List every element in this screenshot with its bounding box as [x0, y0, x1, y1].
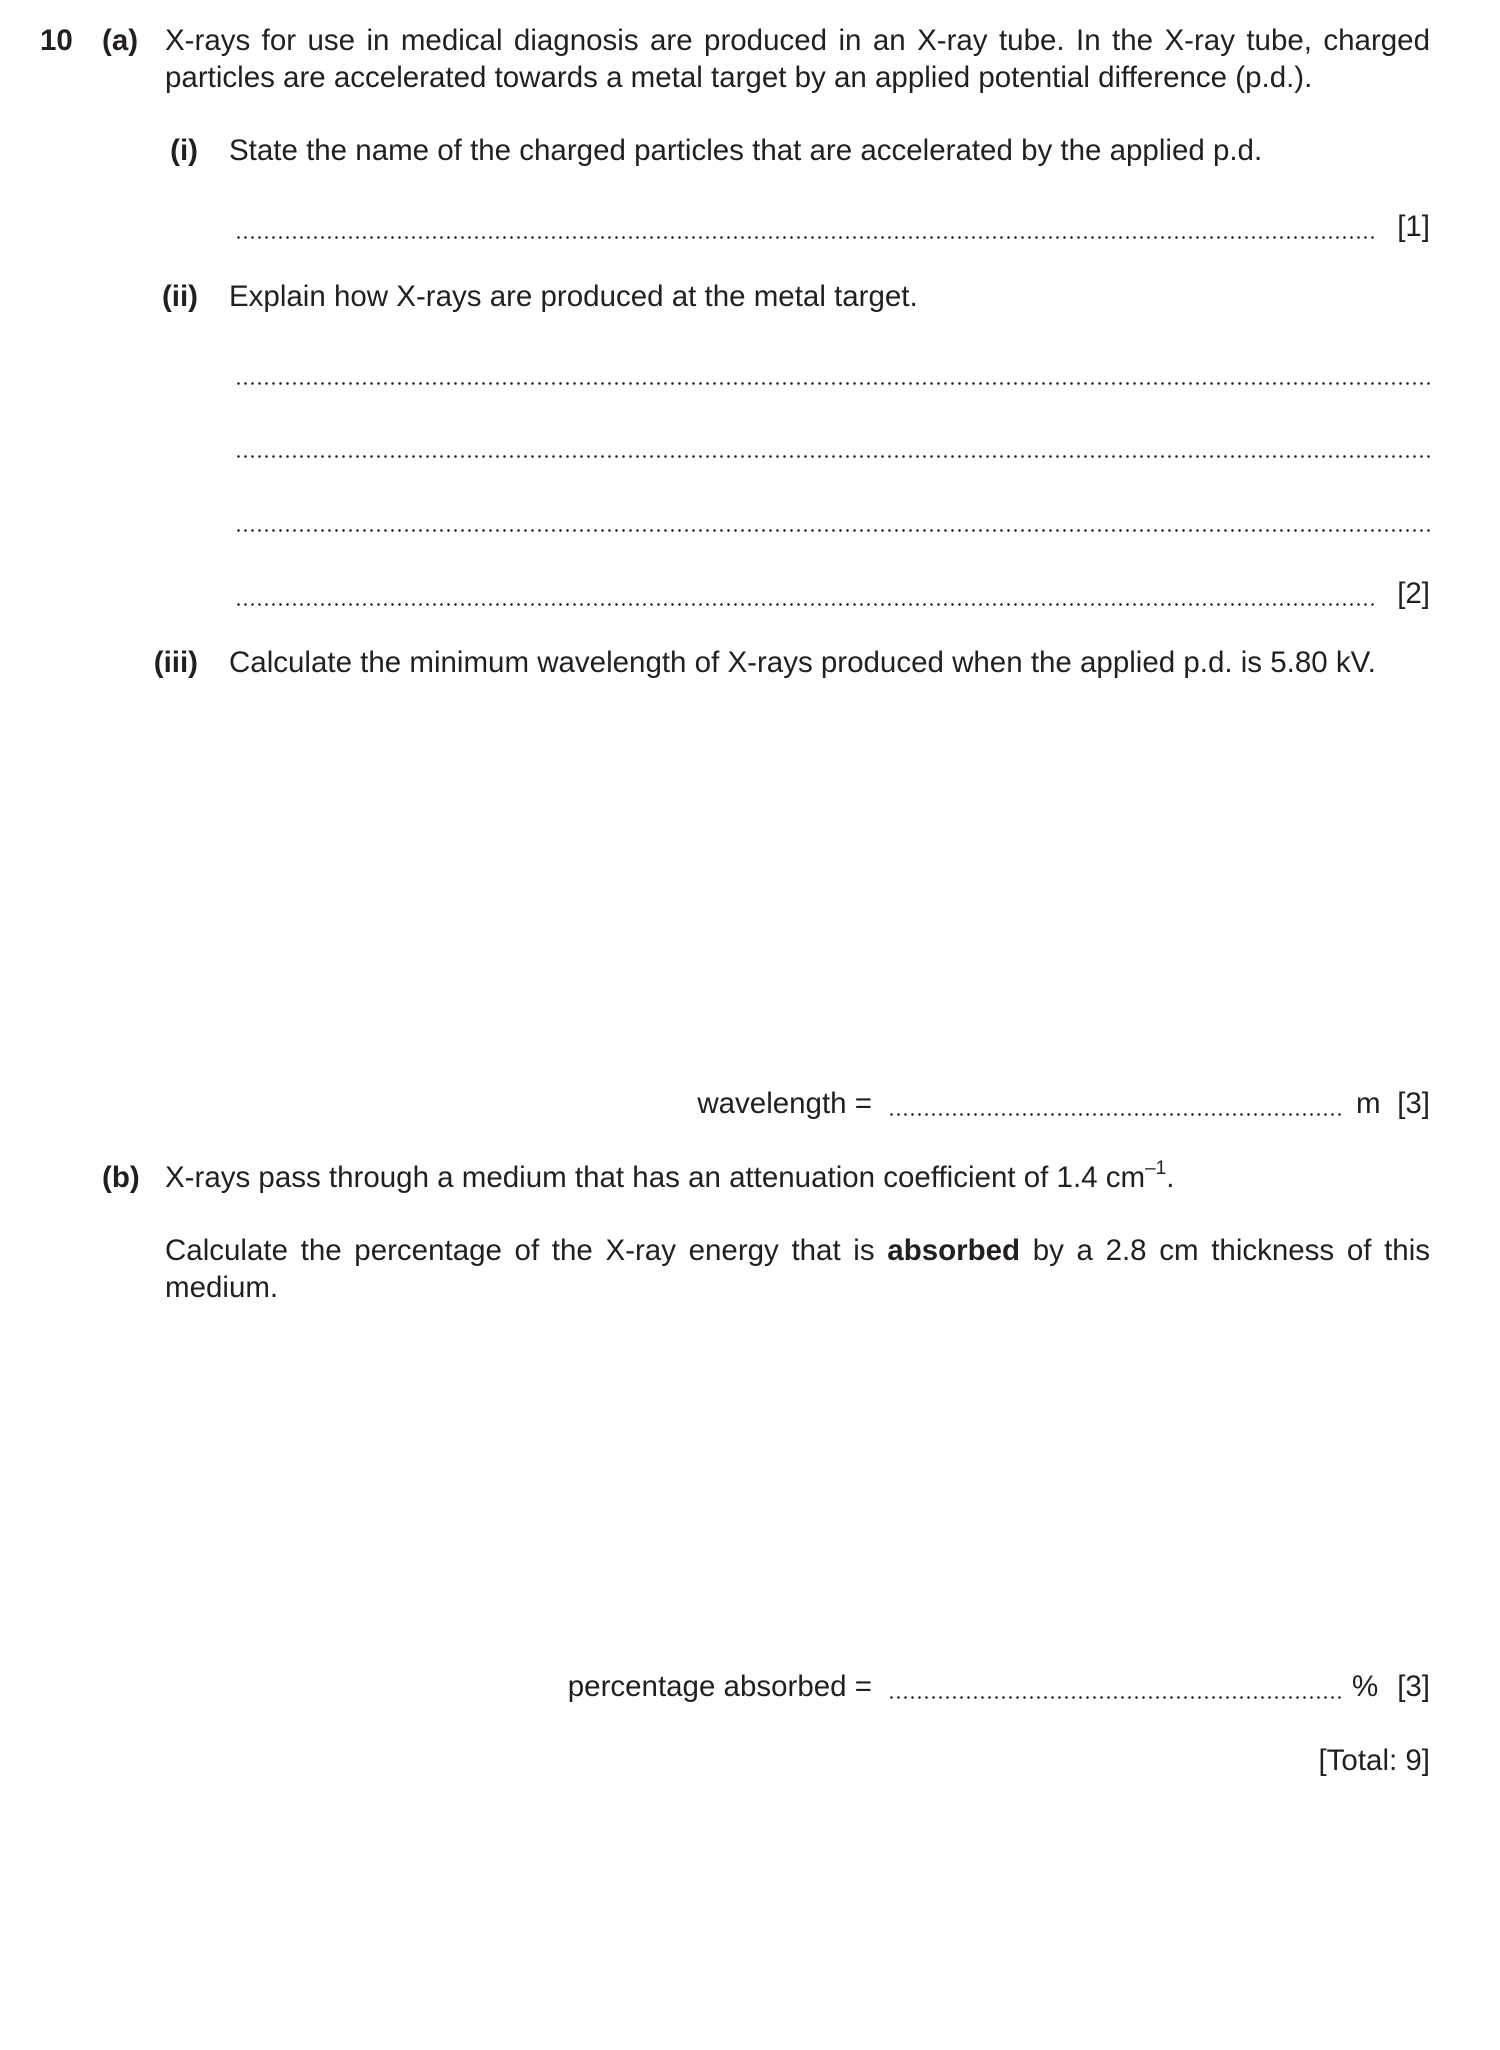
part-a-iii-question: Calculate the minimum wavelength of X-rays produced when the applied p.d. is 5.80 kV.	[229, 646, 1376, 679]
percentage-unit: %	[1352, 1670, 1379, 1703]
answer-line-ii-1[interactable]	[235, 382, 1430, 385]
part-b-statement: X-rays pass through a medium that has an attenuation coefficient of 1.4 $cm^{-1}$.	[165, 1158, 1175, 1194]
part-a-label: (a)	[102, 24, 139, 57]
part-a-ii-label: (ii)	[161, 280, 198, 313]
part-b-question-line2: medium.	[165, 1271, 279, 1304]
part-a-ii-question: Explain how X-rays are produced at the metal target.	[229, 280, 918, 313]
total-marks: [Total: 9]	[1318, 1744, 1430, 1777]
percentage-answer-label: percentage absorbed =	[567, 1670, 872, 1703]
part-b-label: (b)	[102, 1161, 140, 1194]
marks-i: [1]	[1397, 210, 1430, 243]
answer-line-ii-4[interactable]	[235, 603, 1377, 606]
part-a-i-question: State the name of the charged particles that are accelerated by the applied p.d.	[229, 134, 1263, 167]
part-a-intro-line2: particles are accelerated towards a metal target by an applied potential difference (p.d.).	[165, 61, 1313, 94]
answer-line-ii-3[interactable]	[235, 529, 1430, 532]
question-number: 10	[40, 24, 73, 57]
wavelength-answer-label: wavelength =	[697, 1087, 872, 1120]
answer-line-ii-2[interactable]	[235, 455, 1430, 458]
answer-line-i[interactable]	[235, 236, 1377, 239]
marks-iii: [3]	[1397, 1087, 1430, 1120]
wavelength-answer-line[interactable]	[888, 1113, 1344, 1116]
part-a-iii-label: (iii)	[153, 646, 198, 679]
percentage-answer-line[interactable]	[888, 1696, 1344, 1699]
marks-b: [3]	[1397, 1670, 1430, 1703]
marks-ii: [2]	[1397, 577, 1430, 610]
part-b-question-line1: Calculate the percentage of the X-ray energy that is absorbed by a 2.8 cm thickness of this	[165, 1234, 1430, 1267]
part-a-i-label: (i)	[170, 134, 198, 167]
wavelength-unit: m	[1356, 1087, 1381, 1120]
part-a-intro-line1: X-rays for use in medical diagnosis are produced in an X-ray tube. In the X-ray tube, charged	[165, 24, 1430, 57]
